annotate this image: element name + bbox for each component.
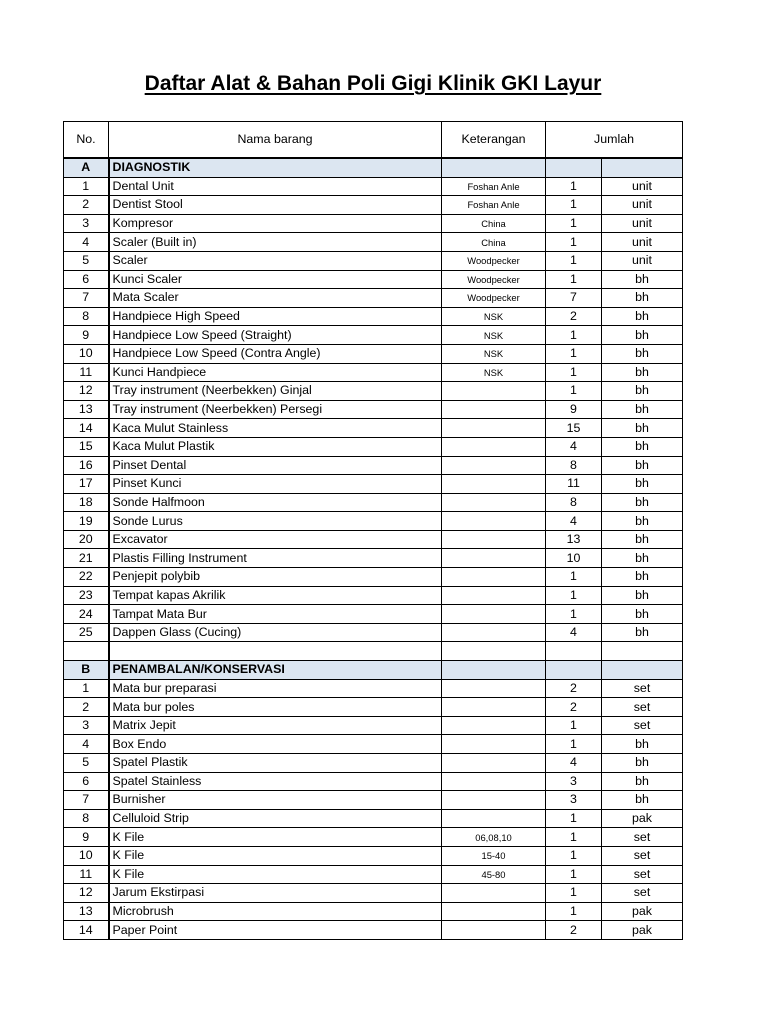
item-no: 11 [64,363,109,382]
item-name: Plastis Filling Instrument [109,549,442,568]
table-row [64,196,683,215]
item-name: Kompresor [109,214,442,233]
item-unit: unit [602,177,683,196]
item-name: Kaca Mulut Plastik [109,437,442,456]
item-no: 20 [64,530,109,549]
item-name: Dental Unit [109,177,442,196]
item-name: Scaler (Built in) [109,233,442,252]
header-no: No. [64,122,109,159]
item-qty: 1 [546,605,602,624]
item-unit: pak [602,902,683,921]
table-row [64,475,683,494]
item-unit: pak [602,809,683,828]
table-row [64,512,683,531]
item-name: Dentist Stool [109,196,442,215]
item-no: 9 [64,828,109,847]
table-row [64,772,683,791]
item-keterangan [442,772,546,791]
item-unit: set [602,828,683,847]
blank-cell [602,642,683,661]
section-qty-cell [546,661,602,680]
table-row [64,177,683,196]
item-name: Sonde Lurus [109,512,442,531]
item-unit: bh [602,530,683,549]
table-row [64,493,683,512]
item-keterangan: China [442,214,546,233]
table-row [64,809,683,828]
item-qty: 9 [546,400,602,419]
item-no: 14 [64,921,109,940]
table-body [64,158,683,939]
item-unit: bh [602,456,683,475]
item-name: Jarum Ekstirpasi [109,884,442,903]
table-row [64,921,683,940]
item-qty: 4 [546,754,602,773]
table-row [64,791,683,810]
item-name: Dappen Glass (Cucing) [109,623,442,642]
item-no: 22 [64,568,109,587]
item-qty: 1 [546,735,602,754]
item-unit: unit [602,214,683,233]
table-row [64,568,683,587]
item-no: 2 [64,698,109,717]
item-name: Paper Point [109,921,442,940]
table-row [64,735,683,754]
item-name: Mata Scaler [109,289,442,308]
blank-cell [546,642,602,661]
item-unit: bh [602,363,683,382]
table-row [64,214,683,233]
item-unit: bh [602,307,683,326]
item-keterangan [442,754,546,773]
item-name: Pinset Kunci [109,475,442,494]
table-row [64,233,683,252]
item-name: Handpiece Low Speed (Contra Angle) [109,344,442,363]
item-qty: 1 [546,586,602,605]
item-name: Kunci Scaler [109,270,442,289]
title-text: Daftar Alat & Bahan Poli Gigi Klinik GKI Layur [144,72,602,95]
item-no: 24 [64,605,109,624]
section-qty-cell [546,158,602,177]
item-no: 1 [64,177,109,196]
item-no: 7 [64,289,109,308]
table-row [64,307,683,326]
item-keterangan: Woodpecker [442,270,546,289]
blank-cell [64,642,109,661]
item-no: 6 [64,772,109,791]
item-no: 3 [64,214,109,233]
section-ket-cell [442,661,546,680]
table-row [64,754,683,773]
item-no: 10 [64,344,109,363]
item-unit: set [602,716,683,735]
section-row [64,158,683,177]
item-qty: 1 [546,233,602,252]
item-name: Kunci Handpiece [109,363,442,382]
item-unit: bh [602,772,683,791]
item-no: 11 [64,865,109,884]
section-name: PENAMBALAN/KONSERVASI [109,661,442,680]
item-keterangan [442,809,546,828]
item-name: Kaca Mulut Stainless [109,419,442,438]
item-keterangan [442,400,546,419]
item-unit: set [602,679,683,698]
item-qty: 1 [546,382,602,401]
table-row [64,679,683,698]
item-keterangan [442,475,546,494]
table-row [64,716,683,735]
item-name: Tray instrument (Neerbekken) Ginjal [109,382,442,401]
item-no: 5 [64,754,109,773]
table-row [64,884,683,903]
item-name: K File [109,865,442,884]
item-no: 10 [64,846,109,865]
item-unit: bh [602,493,683,512]
item-unit: bh [602,437,683,456]
item-no: 12 [64,382,109,401]
table-row [64,902,683,921]
item-qty: 1 [546,828,602,847]
item-unit: unit [602,251,683,270]
item-unit: unit [602,196,683,215]
item-qty: 3 [546,791,602,810]
item-qty: 1 [546,177,602,196]
item-no: 8 [64,307,109,326]
item-keterangan [442,493,546,512]
item-no: 5 [64,251,109,270]
item-unit: bh [602,586,683,605]
table-row [64,456,683,475]
item-qty: 1 [546,326,602,345]
table-row [64,437,683,456]
item-keterangan [442,698,546,717]
table-row [64,846,683,865]
item-qty: 1 [546,846,602,865]
item-qty: 8 [546,456,602,475]
blank-cell [109,642,442,661]
item-name: Excavator [109,530,442,549]
blank-cell [442,642,546,661]
item-qty: 2 [546,307,602,326]
table-row [64,326,683,345]
item-name: Box Endo [109,735,442,754]
item-no: 4 [64,735,109,754]
item-keterangan: 15-40 [442,846,546,865]
item-unit: bh [602,549,683,568]
table-row [64,344,683,363]
table-row [64,549,683,568]
item-keterangan [442,568,546,587]
item-keterangan: NSK [442,326,546,345]
item-keterangan [442,902,546,921]
section-name: DIAGNOSTIK [109,158,442,177]
item-no: 6 [64,270,109,289]
item-unit: set [602,698,683,717]
item-keterangan [442,419,546,438]
item-keterangan: NSK [442,307,546,326]
item-keterangan: NSK [442,344,546,363]
item-qty: 1 [546,270,602,289]
item-qty: 1 [546,902,602,921]
item-keterangan [442,437,546,456]
item-no: 9 [64,326,109,345]
item-qty: 2 [546,698,602,717]
item-qty: 1 [546,196,602,215]
item-no: 23 [64,586,109,605]
header-name: Nama barang [109,122,442,159]
item-qty: 4 [546,512,602,531]
inventory-table [63,121,683,940]
item-qty: 13 [546,530,602,549]
item-unit: bh [602,326,683,345]
table-row [64,289,683,308]
item-keterangan: Foshan Anle [442,196,546,215]
section-code: A [64,158,109,177]
item-keterangan [442,623,546,642]
item-name: Spatel Stainless [109,772,442,791]
section-row [64,661,683,680]
item-name: Handpiece High Speed [109,307,442,326]
item-no: 17 [64,475,109,494]
item-qty: 2 [546,921,602,940]
item-unit: unit [602,233,683,252]
item-unit: bh [602,289,683,308]
item-keterangan [442,884,546,903]
item-keterangan [442,921,546,940]
blank-row [64,642,683,661]
item-no: 16 [64,456,109,475]
item-name: Spatel Plastik [109,754,442,773]
table-row [64,828,683,847]
item-keterangan [442,679,546,698]
table-row [64,251,683,270]
item-name: Tray instrument (Neerbekken) Persegi [109,400,442,419]
item-qty: 1 [546,884,602,903]
header-keterangan: Keterangan [442,122,546,159]
item-no: 7 [64,791,109,810]
table-row [64,530,683,549]
section-unit-cell [602,661,683,680]
table-row [64,419,683,438]
item-unit: bh [602,605,683,624]
item-qty: 10 [546,549,602,568]
item-unit: bh [602,623,683,642]
table-row [64,400,683,419]
item-no: 4 [64,233,109,252]
item-no: 13 [64,400,109,419]
item-name: Microbrush [109,902,442,921]
item-unit: set [602,865,683,884]
item-keterangan: Woodpecker [442,251,546,270]
item-qty: 3 [546,772,602,791]
item-keterangan: Woodpecker [442,289,546,308]
document-title [0,72,746,96]
table-row [64,623,683,642]
item-unit: bh [602,400,683,419]
item-qty: 1 [546,568,602,587]
item-qty: 15 [546,419,602,438]
item-unit: pak [602,921,683,940]
item-name: Pinset Dental [109,456,442,475]
item-qty: 1 [546,251,602,270]
item-name: Mata bur preparasi [109,679,442,698]
item-name: Scaler [109,251,442,270]
item-unit: bh [602,735,683,754]
item-name: K File [109,846,442,865]
item-keterangan: 45-80 [442,865,546,884]
item-no: 15 [64,437,109,456]
item-unit: set [602,884,683,903]
item-keterangan: Foshan Anle [442,177,546,196]
item-unit: bh [602,754,683,773]
item-keterangan: China [442,233,546,252]
table-row [64,382,683,401]
table-row [64,698,683,717]
item-name: Penjepit polybib [109,568,442,587]
table-row [64,865,683,884]
item-qty: 1 [546,716,602,735]
item-keterangan [442,735,546,754]
item-qty: 8 [546,493,602,512]
item-qty: 7 [546,289,602,308]
item-keterangan [442,791,546,810]
item-keterangan [442,382,546,401]
item-qty: 4 [546,437,602,456]
item-unit: bh [602,382,683,401]
item-name: K File [109,828,442,847]
item-qty: 11 [546,475,602,494]
item-unit: bh [602,344,683,363]
item-no: 12 [64,884,109,903]
item-unit: bh [602,270,683,289]
item-name: Tempat kapas Akrilik [109,586,442,605]
item-qty: 1 [546,809,602,828]
item-qty: 4 [546,623,602,642]
item-unit: bh [602,419,683,438]
item-name: Matrix Jepit [109,716,442,735]
item-keterangan [442,716,546,735]
section-code: B [64,661,109,680]
item-no: 25 [64,623,109,642]
item-no: 18 [64,493,109,512]
table-row [64,605,683,624]
item-keterangan: 06,08,10 [442,828,546,847]
item-unit: set [602,846,683,865]
item-keterangan [442,586,546,605]
item-no: 13 [64,902,109,921]
item-keterangan: NSK [442,363,546,382]
header-jumlah: Jumlah [546,122,683,159]
table-row [64,586,683,605]
item-no: 14 [64,419,109,438]
item-no: 19 [64,512,109,531]
item-unit: bh [602,512,683,531]
section-unit-cell [602,158,683,177]
item-no: 1 [64,679,109,698]
item-qty: 1 [546,865,602,884]
item-no: 2 [64,196,109,215]
table-header-row [64,122,683,159]
table-row [64,363,683,382]
item-name: Sonde Halfmoon [109,493,442,512]
item-qty: 1 [546,363,602,382]
item-unit: bh [602,568,683,587]
item-qty: 1 [546,344,602,363]
item-keterangan [442,456,546,475]
item-name: Handpiece Low Speed (Straight) [109,326,442,345]
item-name: Burnisher [109,791,442,810]
item-name: Celluloid Strip [109,809,442,828]
section-ket-cell [442,158,546,177]
item-no: 3 [64,716,109,735]
item-keterangan [442,512,546,531]
table-row [64,270,683,289]
item-keterangan [442,605,546,624]
item-name: Mata bur poles [109,698,442,717]
item-keterangan [442,530,546,549]
item-keterangan [442,549,546,568]
item-unit: bh [602,791,683,810]
item-no: 21 [64,549,109,568]
item-qty: 2 [546,679,602,698]
item-qty: 1 [546,214,602,233]
item-unit: bh [602,475,683,494]
item-name: Tampat Mata Bur [109,605,442,624]
item-no: 8 [64,809,109,828]
